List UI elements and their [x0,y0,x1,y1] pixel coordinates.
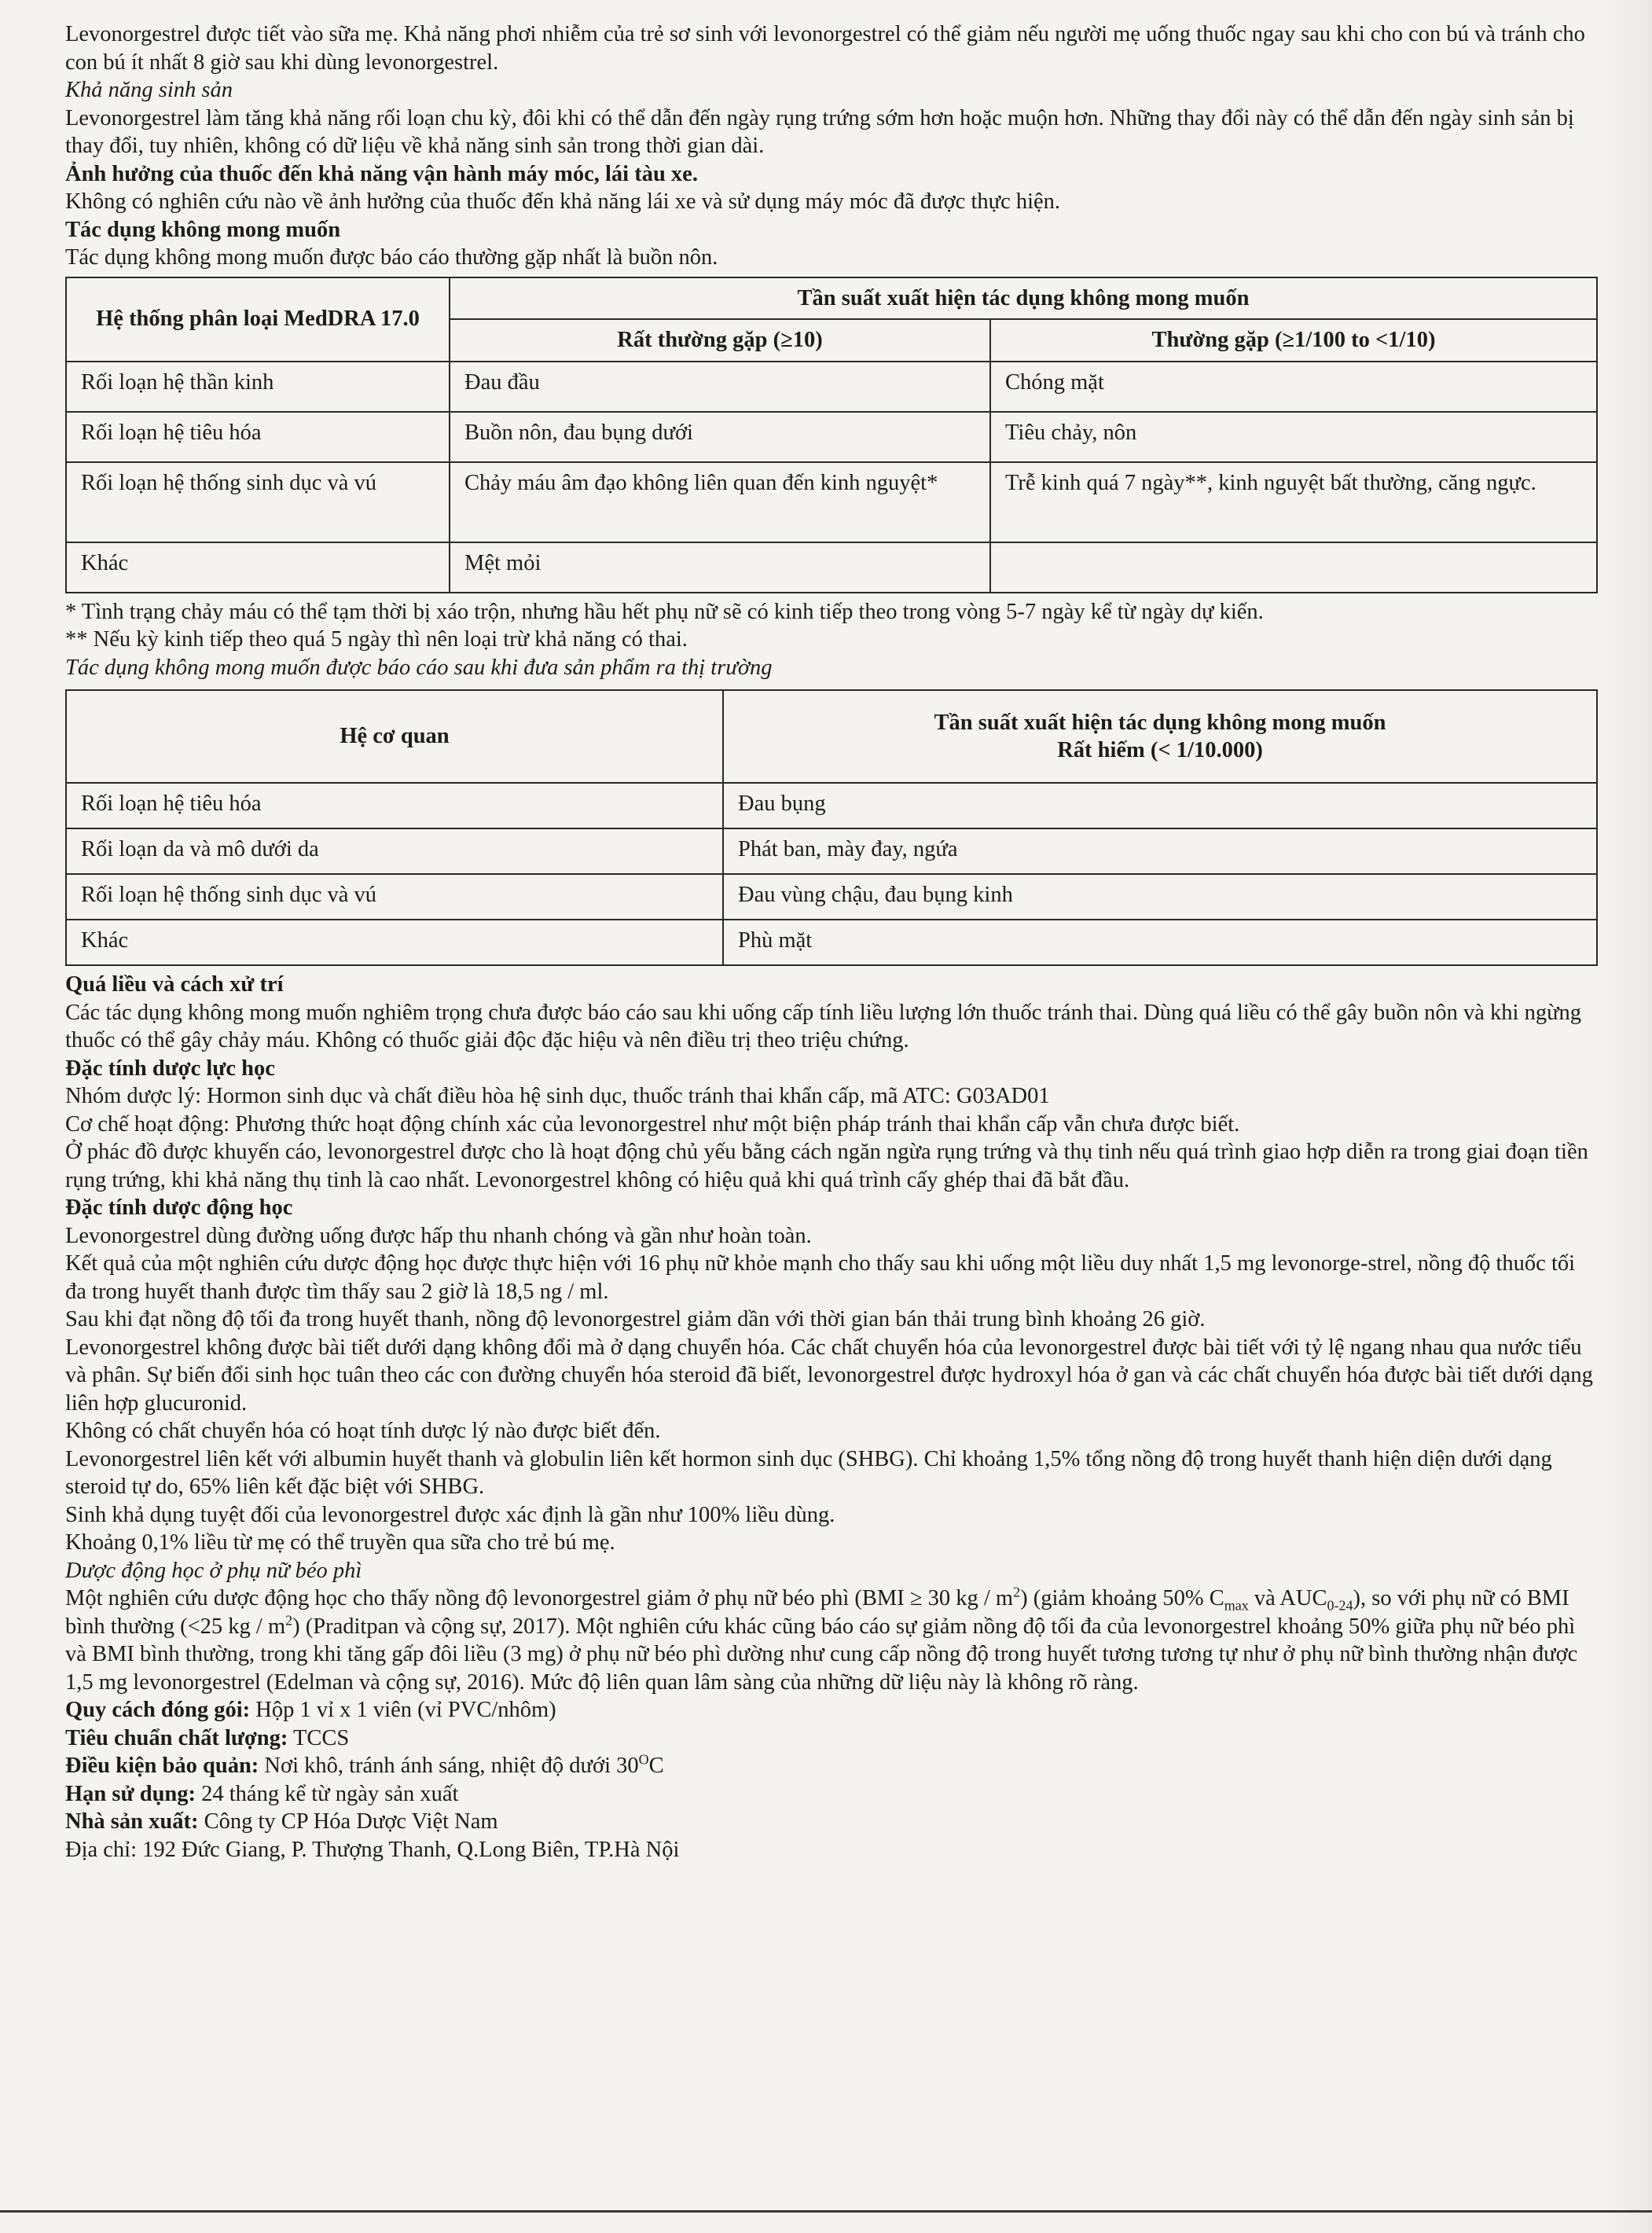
storage-label: Điều kiện bảo quản: [65,1754,259,1778]
table-cell-system: Khác [66,920,723,965]
adverse-effects-table [65,277,1598,593]
pharmacokinetics-metabolism: Levonorgestrel không được bài tiết dưới dạng không đổi mà ở dạng chuyển hóa. Các chất chuyển hóa của levonorgestrel được bài tiết với tỷ lệ ngang nhau qua nước tiểu và phân. Sự biến đổi sinh học tuân theo các con đường chuyển hóa steroid đã biết, levonorgestrel được hydroxyl hóa ở gan và các chất chuyển hóa được bài tiết dưới dạng liên hợp glucuronid. [65,1335,1593,1416]
overdose-heading: Quá liều và cách xử trí [65,972,284,997]
obese-text-part: ) (Praditpan và cộng sự, 2017). Một nghiên cứu khác cũng báo cáo sự giảm nồng độ tối đa của levonorgestrel khoảng 50% giữa phụ nữ béo phì và BMI bình thường, trong khi tăng gấp đôi liều (3 mg) ở phụ nữ béo phì dường như cung cấp nồng độ trong huyết tương tương tự như ở phụ nữ bình thường nhận được 1,5 mg levonorgestrel (Edelman và cộng sự, 2016). Mức độ liên quan lâm sàng của những dữ liệu này là không rõ ràng. [65,1614,1578,1695]
table-cell-system: Rối loạn da và mô dưới da [66,828,723,874]
table-header-row [66,277,1597,320]
table-cell-system: Rối loạn hệ tiêu hóa [66,412,450,462]
obese-text-part: ) (giảm khoảng 50% C [1020,1586,1224,1610]
overdose-text: Các tác dụng không mong muốn nghiêm trọng chưa được báo cáo sau khi uống cấp tính liều lượng lớn thuốc tránh thai. Dùng quá liều có thể gây buồn nôn và khi ngừng thuốc có thể gây chảy máu. Không có thuốc giải độc đặc hiệu và nên điều trị theo triệu chứng. [65,1000,1582,1052]
manufacturer-value: Công ty CP Hóa Dược Việt Nam [198,1809,498,1834]
table-header-frequency [723,690,1597,783]
driving-text: Không có nghiên cứu nào về ảnh hưởng của thuốc đến khả năng lái xe và sử dụng máy móc đã được thực hiện. [65,189,1061,214]
packaging-label: Quy cách đóng gói: [65,1698,251,1722]
manufacturer-label: Nhà sản xuất: [65,1809,199,1834]
pharmacokinetics-halflife: Sau khi đạt nồng độ tối đa trong huyết thanh, nồng độ levonorgestrel giảm dần với thời gian bán thải trung bình khoảng 26 giờ. [65,1307,1206,1331]
page-edge-shadow [1603,0,1652,2233]
fertility-text: Levonorgestrel làm tăng khả năng rối loạn chu kỳ, đôi khi có thể dẫn đến ngày rụng trứng sớm hơn hoặc muộn hơn. Những thay đổi này có thể dẫn đến ngày sinh sản bị thay đổi, tuy nhiên, không có dữ liệu về khả năng sinh sản trong thời gian dài. [65,105,1574,158]
packaging-line [65,1696,1598,1724]
obese-text-part: ), so với phụ nữ có BMI bình thường (<25 kg / m [65,1586,1569,1639]
obese-superscript: 2 [285,1612,293,1628]
frequency-header-line: Tần suất xuất hiện tác dụng không mong muốn [934,710,1386,735]
table-row [66,920,1597,965]
pharmacodynamics-mechanism: Cơ chế hoạt động: Phương thức hoạt động chính xác của levonorgestrel như một biện pháp tránh thai khẩn cấp vẫn chưa được biết. [65,1111,1240,1137]
obese-subscript: max [1224,1597,1249,1614]
obese-text-part: và AUC [1248,1586,1327,1610]
shelf-life-line [65,1780,1598,1809]
adverse-effects-text: Tác dụng không mong muốn được báo cáo thường gặp nhất là buồn nôn. [65,245,718,270]
pharmacokinetics-binding: Levonorgestrel liên kết với albumin huyết thanh và globulin liên kết hormon sinh dục (SHBG). Chỉ khoảng 1,5% tổng nồng độ trong huyết thanh hiện diện dưới dạng steroid tự do, 65% liên kết đặc biệt với SHBG. [65,1446,1552,1499]
frequency-header-rarity: Rất hiếm (< 1/10.000) [1057,738,1263,762]
pharmacodynamics-heading: Đặc tính dược lực học [65,1056,275,1081]
table-header-organ-system: Hệ cơ quan [66,690,723,783]
pharmacodynamics-group: Nhóm dược lý: Hormon sinh dục và chất điều hòa hệ sinh dục, thuốc tránh thai khẩn cấp, mã ATC: G03AD01 [65,1084,1050,1108]
table-cell-system: Rối loạn hệ thống sinh dục và vú [66,874,723,920]
pharmacokinetics-bioavailability: Sinh khả dụng tuyệt đối của levonorgestrel được xác định là gần như 100% liều dùng. [65,1502,835,1527]
obese-subscript: 0-24 [1327,1597,1353,1614]
shelf-life-value: 24 tháng kể từ ngày sản xuất [196,1781,459,1806]
degree-superscript: O [638,1751,649,1768]
table-row [66,412,1597,462]
pharmacokinetics-heading: Đặc tính dược động học [65,1195,293,1220]
table-cell-common: Trễ kinh quá 7 ngày**, kinh nguyệt bất thường, căng ngực. [990,462,1597,542]
storage-line [65,1752,1598,1780]
table-header-common: Thường gặp (≥1/100 to <1/10) [990,319,1597,362]
obese-pk-text [65,1585,1598,1696]
pharmacokinetics-milk: Khoảng 0,1% liều từ mẹ có thể truyền qua sữa cho trẻ bú mẹ. [65,1530,615,1555]
standard-line [65,1724,1598,1753]
storage-unit: C [648,1754,664,1778]
table-header-row [66,690,1597,783]
postmarket-heading: Tác dụng không mong muốn được báo cáo sau khi đưa sản phẩm ra thị trường [65,655,773,680]
document-body [65,20,1598,1864]
table-cell-system: Rối loạn hệ thống sinh dục và vú [66,462,450,542]
table-cell-system: Rối loạn hệ tiêu hóa [66,783,723,828]
storage-value: Nơi khô, tránh ánh sáng, nhiệt độ dưới 30 [259,1754,639,1778]
shelf-life-label: Hạn sử dụng: [65,1781,196,1806]
table-cell-very-common: Chảy máu âm đạo không liên quan đến kinh nguyệt* [450,462,990,542]
table-cell-effect: Đau vùng chậu, đau bụng kinh [723,874,1597,920]
obese-pk-heading: Dược động học ở phụ nữ béo phì [65,1558,362,1583]
table-cell-common: Tiêu chảy, nôn [990,412,1597,462]
table-cell-very-common: Mệt mỏi [450,542,990,593]
driving-heading: Ảnh hưởng của thuốc đến khả năng vận hành máy móc, lái tàu xe. [65,161,698,186]
fertility-heading: Khả năng sinh sản [65,78,233,102]
lactation-text: Levonorgestrel được tiết vào sữa mẹ. Khả năng phơi nhiễm của trẻ sơ sinh với levonorgestrel có thể giảm nếu người mẹ uống thuốc ngay sau khi cho con bú và tránh cho con bú ít nhất 8 giờ sau khi dùng levonorgestrel. [65,22,1585,75]
table-header-system-class: Hệ thống phân loại MedDRA 17.0 [66,277,450,362]
adverse-effects-heading: Tác dụng không mong muốn [65,217,341,242]
page-bottom-rule [0,2210,1652,2213]
table-row [66,462,1597,542]
packaging-value: Hộp 1 vỉ x 1 viên (vỉ PVC/nhôm) [250,1698,556,1722]
pharmacokinetics-study: Kết quả của một nghiên cứu dược động học được thực hiện với 16 phụ nữ khỏe mạnh cho thấy sau khi uống một liều duy nhất 1,5 mg levonorge-strel, nồng độ thuốc tối đa trong huyết thanh được tìm thấy sau 2 giờ là 18,5 ng / ml. [65,1251,1576,1304]
footnote-bleeding: * Tình trạng chảy máu có thể tạm thời bị xáo trộn, nhưng hầu hết phụ nữ sẽ có kinh tiếp theo trong vòng 5-7 ngày kể từ ngày dự kiến. [65,599,1264,624]
obese-superscript: 2 [1013,1584,1021,1600]
table-cell-effect: Đau bụng [723,783,1597,828]
footnote-pregnancy: ** Nếu kỳ kinh tiếp theo quá 5 ngày thì nên loại trừ khả năng có thai. [65,627,688,652]
address-line: Địa chỉ: 192 Đức Giang, P. Thượng Thanh, Q.Long Biên, TP.Hà Nội [65,1837,680,1862]
table-row [66,783,1597,828]
standard-label: Tiêu chuẩn chất lượng: [65,1725,288,1750]
table-cell-very-common: Buồn nôn, đau bụng dưới [450,412,990,462]
table-row [66,362,1597,412]
table-cell-system: Rối loạn hệ thần kinh [66,362,450,412]
table-cell-common [990,542,1597,593]
pharmacokinetics-metabolites: Không có chất chuyển hóa có hoạt tính dược lý nào được biết đến. [65,1419,661,1443]
standard-value: TCCS [288,1725,350,1750]
table-row [66,874,1597,920]
obese-text-part: Một nghiên cứu dược động học cho thấy nồng độ levonorgestrel giảm ở phụ nữ béo phì (BMI ≥ 30 kg / m [65,1586,1014,1610]
postmarket-effects-table [65,689,1598,966]
table-cell-effect: Phát ban, mày đay, ngứa [723,828,1597,874]
manufacturer-line [65,1808,1598,1836]
table-header-frequency: Tần suất xuất hiện tác dụng không mong muốn [450,277,1597,320]
table-row [66,828,1597,874]
table-header-very-common: Rất thường gặp (≥10) [450,319,990,362]
table-cell-effect: Phù mặt [723,920,1597,965]
table-cell-system: Khác [66,542,450,593]
table-cell-common: Chóng mặt [990,362,1597,412]
table-row [66,542,1597,593]
pharmacokinetics-absorption: Levonorgestrel dùng đường uống được hấp thu nhanh chóng và gần như hoàn toàn. [65,1223,812,1248]
table-cell-very-common: Đau đầu [450,362,990,412]
pharmacodynamics-regimen: Ở phác đồ được khuyến cáo, levonorgestrel được cho là hoạt động chủ yếu bằng cách ngăn ngừa rụng trứng và thụ tinh nếu quá trình giao hợp diễn ra trong giai đoạn tiền rụng trứng, khi khả năng thụ tinh là cao nhất. Levonorgestrel không có hiệu quả khi quá trình cấy ghép thai đã bắt đầu. [65,1140,1588,1192]
